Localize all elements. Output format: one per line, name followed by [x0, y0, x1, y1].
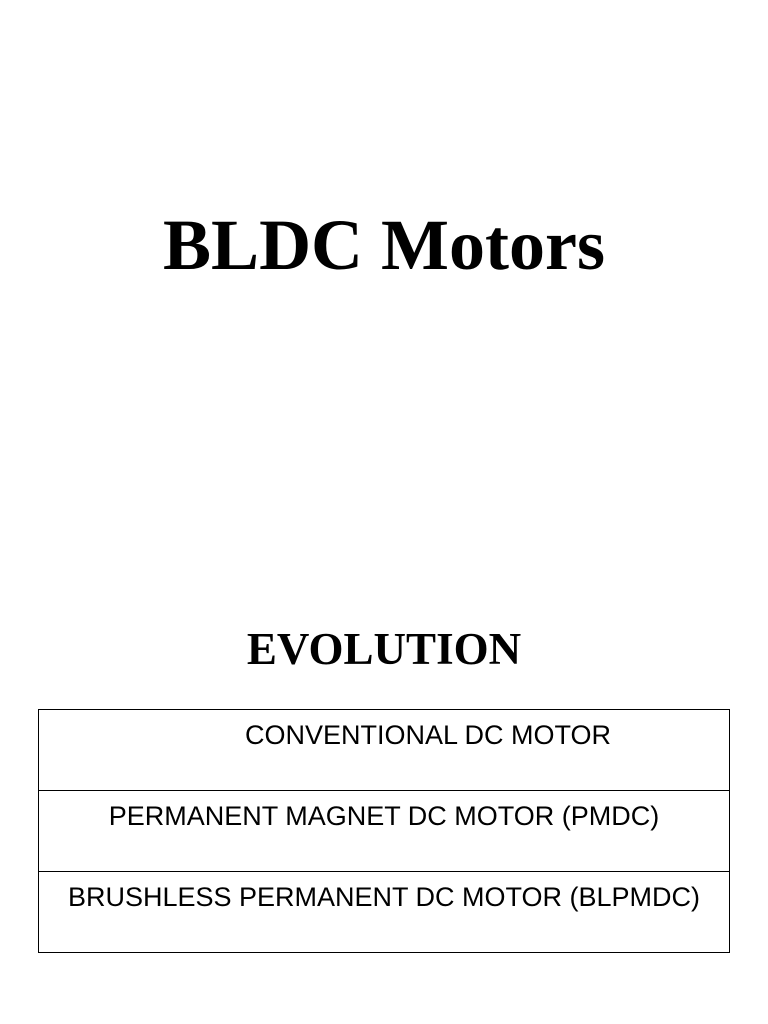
table-cell-text: PERMANENT MAGNET DC MOTOR (PMDC) — [108, 801, 660, 831]
page-title: BLDC Motors — [163, 205, 605, 285]
table-row — [39, 710, 730, 791]
table-cell — [39, 872, 730, 953]
table-row — [39, 791, 730, 872]
table-cell-text: BRUSHLESS PERMANENT DC MOTOR (BLPMDC) — [67, 882, 701, 912]
evolution-table — [38, 709, 730, 953]
table-cell — [39, 791, 730, 872]
table-cell-text: CONVENTIONAL DC MOTOR — [245, 720, 612, 750]
table-row — [39, 872, 730, 953]
table-cell — [39, 710, 730, 791]
section-heading: EVOLUTION — [246, 624, 522, 674]
